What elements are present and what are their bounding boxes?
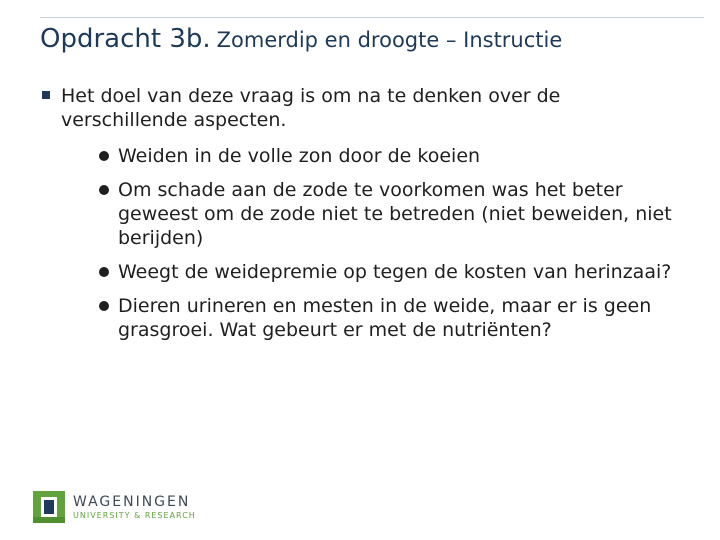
wur-logo-icon bbox=[33, 491, 65, 523]
intro-text: Het doel van deze vraag is om na te denken over de verschillende aspecten. bbox=[61, 85, 561, 131]
sub-bullet-text: Dieren urineren en mesten in de weide, maar er is geen grasgroei. Wat gebeurt er met de nutriënten? bbox=[118, 295, 652, 341]
round-bullet-icon bbox=[99, 267, 109, 277]
round-bullet-icon bbox=[99, 151, 109, 161]
bullet-list bbox=[40, 84, 690, 352]
round-bullet-icon bbox=[99, 301, 109, 311]
sub-bullet-text: Weiden in de volle zon door de koeien bbox=[118, 145, 481, 167]
round-bullet-icon bbox=[99, 185, 109, 195]
logo-tagline: UNIVERSITY & RESEARCH bbox=[73, 510, 196, 520]
wageningen-logo bbox=[33, 491, 196, 523]
sub-bullet-text: Weegt de weidepremie op tegen de kosten van herinzaai? bbox=[118, 261, 672, 283]
square-bullet-icon bbox=[42, 91, 50, 99]
slide-title bbox=[40, 24, 562, 54]
sub-bullet bbox=[40, 178, 690, 250]
sub-bullet bbox=[40, 260, 690, 284]
title-main: Opdracht 3b. bbox=[40, 24, 211, 54]
sub-bullet-text: Om schade aan de zode te voorkomen was het beter geweest om de zode niet te betreden (niet beweiden, niet berijden) bbox=[118, 179, 672, 249]
sub-bullet bbox=[40, 294, 690, 342]
sub-bullet bbox=[40, 144, 690, 168]
title-rule bbox=[40, 17, 704, 18]
intro-bullet bbox=[40, 84, 690, 132]
title-subtitle: Zomerdip en droogte – Instructie bbox=[216, 28, 563, 52]
logo-name: WAGENINGEN bbox=[73, 493, 191, 510]
